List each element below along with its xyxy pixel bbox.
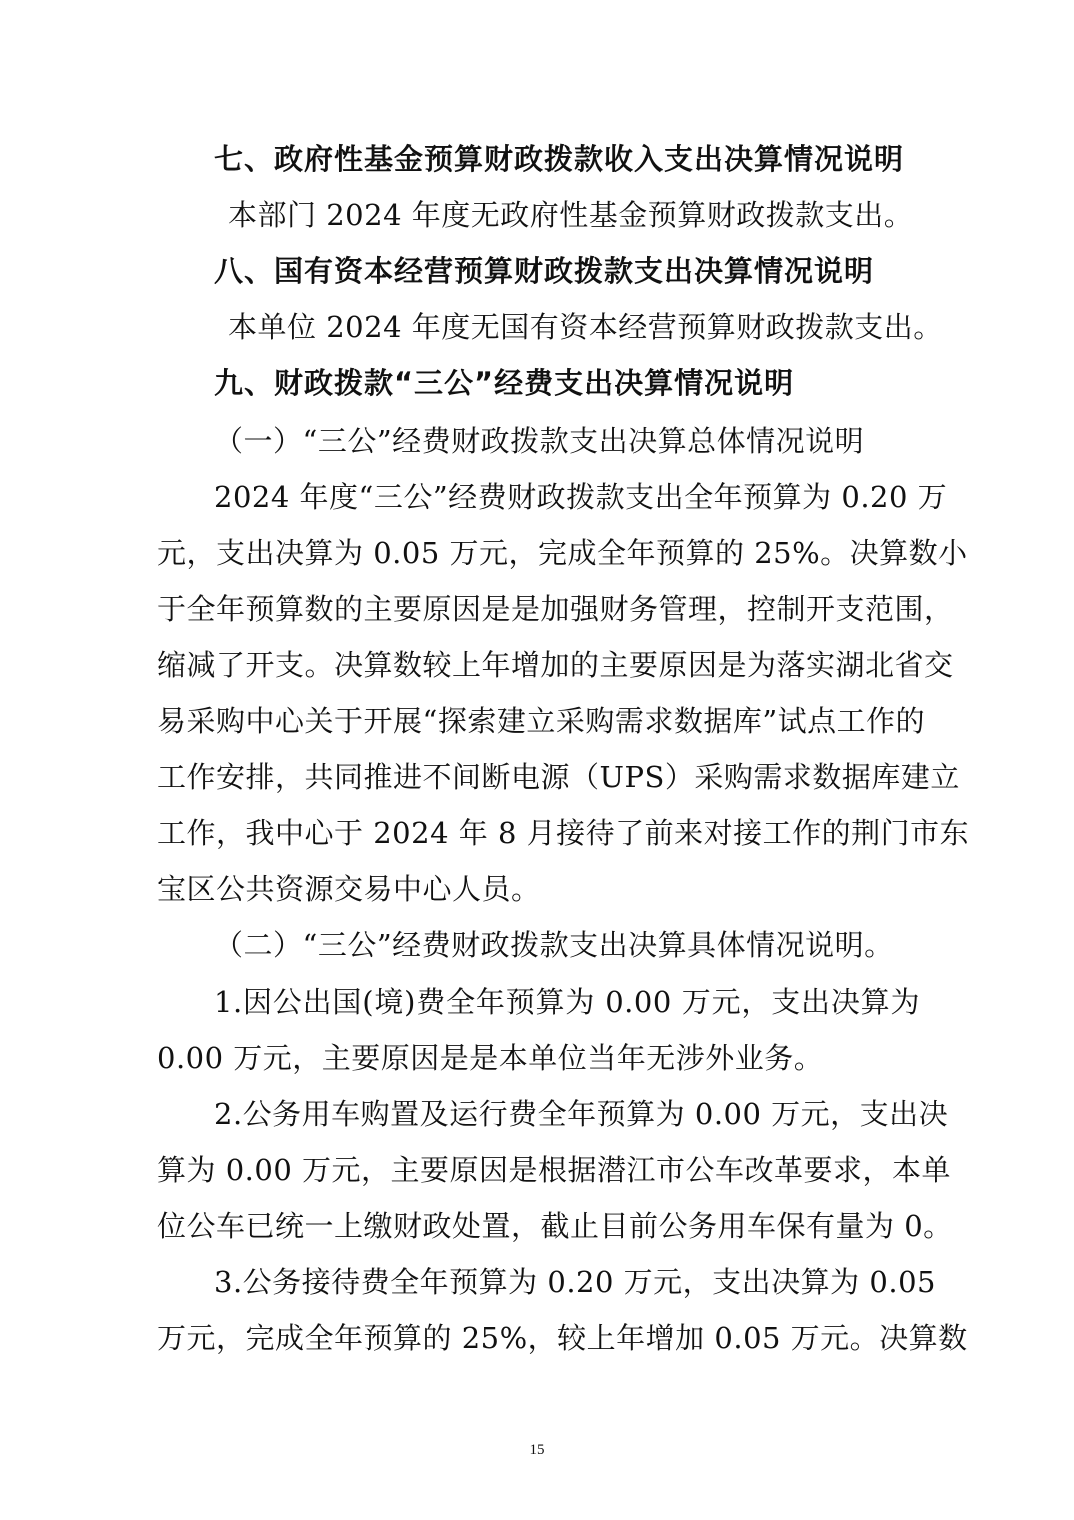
section-heading-7: 七、政府性基金预算财政拨款收入支出决算情况说明 xyxy=(214,142,905,176)
overview-line: 缩减了开支。决算数较上年增加的主要原因是为落实湖北省交 xyxy=(157,648,954,682)
subsection-heading-2: （二）“三公”经费财政拨款支出决算具体情况说明。 xyxy=(214,928,894,962)
subsection-heading-1: （一）“三公”经费财政拨款支出决算总体情况说明 xyxy=(214,424,865,458)
section-heading-8: 八、国有资本经营预算财政拨款支出决算情况说明 xyxy=(214,254,875,288)
overview-line: 元，支出决算为 0.05 万元，完成全年预算的 25%。决算数小 xyxy=(157,536,968,570)
item-3-line: 3.公务接待费全年预算为 0.20 万元，支出决算为 0.05 xyxy=(214,1265,936,1299)
overview-line: 2024 年度“三公”经费财政拨款支出全年预算为 0.20 万 xyxy=(214,480,948,514)
page-number: 15 xyxy=(529,1442,545,1458)
section-7-paragraph: 本部门 2024 年度无政府性基金预算财政拨款支出。 xyxy=(228,198,914,232)
overview-line: 宝区公共资源交易中心人员。 xyxy=(157,872,541,906)
item-2-line: 算为 0.00 万元，主要原因是根据潜江市公车改革要求，本单 xyxy=(157,1153,952,1187)
item-1-line: 0.00 万元，主要原因是是本单位当年无涉外业务。 xyxy=(157,1041,824,1075)
item-3-line: 万元，完成全年预算的 25%，较上年增加 0.05 万元。决算数 xyxy=(157,1321,968,1355)
overview-line: 工作安排，共同推进不间断电源（UPS）采购需求数据库建立 xyxy=(157,760,960,794)
overview-line: 于全年预算数的主要原因是是加强财务管理，控制开支范围， xyxy=(157,592,954,626)
section-8-paragraph: 本单位 2024 年度无国有资本经营预算财政拨款支出。 xyxy=(228,310,943,344)
overview-line: 易采购中心关于开展“探索建立采购需求数据库”试点工作的 xyxy=(157,704,926,738)
item-1-line: 1.因公出国(境)费全年预算为 0.00 万元，支出决算为 xyxy=(214,985,920,1019)
section-heading-9: 九、财政拨款“三公”经费支出决算情况说明 xyxy=(214,366,795,400)
item-2-line: 位公车已统一上缴财政处置，截止目前公务用车保有量为 0。 xyxy=(157,1209,953,1243)
item-2-line: 2.公务用车购置及运行费全年预算为 0.00 万元，支出决 xyxy=(214,1097,949,1131)
overview-line: 工作，我中心于 2024 年 8 月接待了前来对接工作的荆门市东 xyxy=(157,816,970,850)
